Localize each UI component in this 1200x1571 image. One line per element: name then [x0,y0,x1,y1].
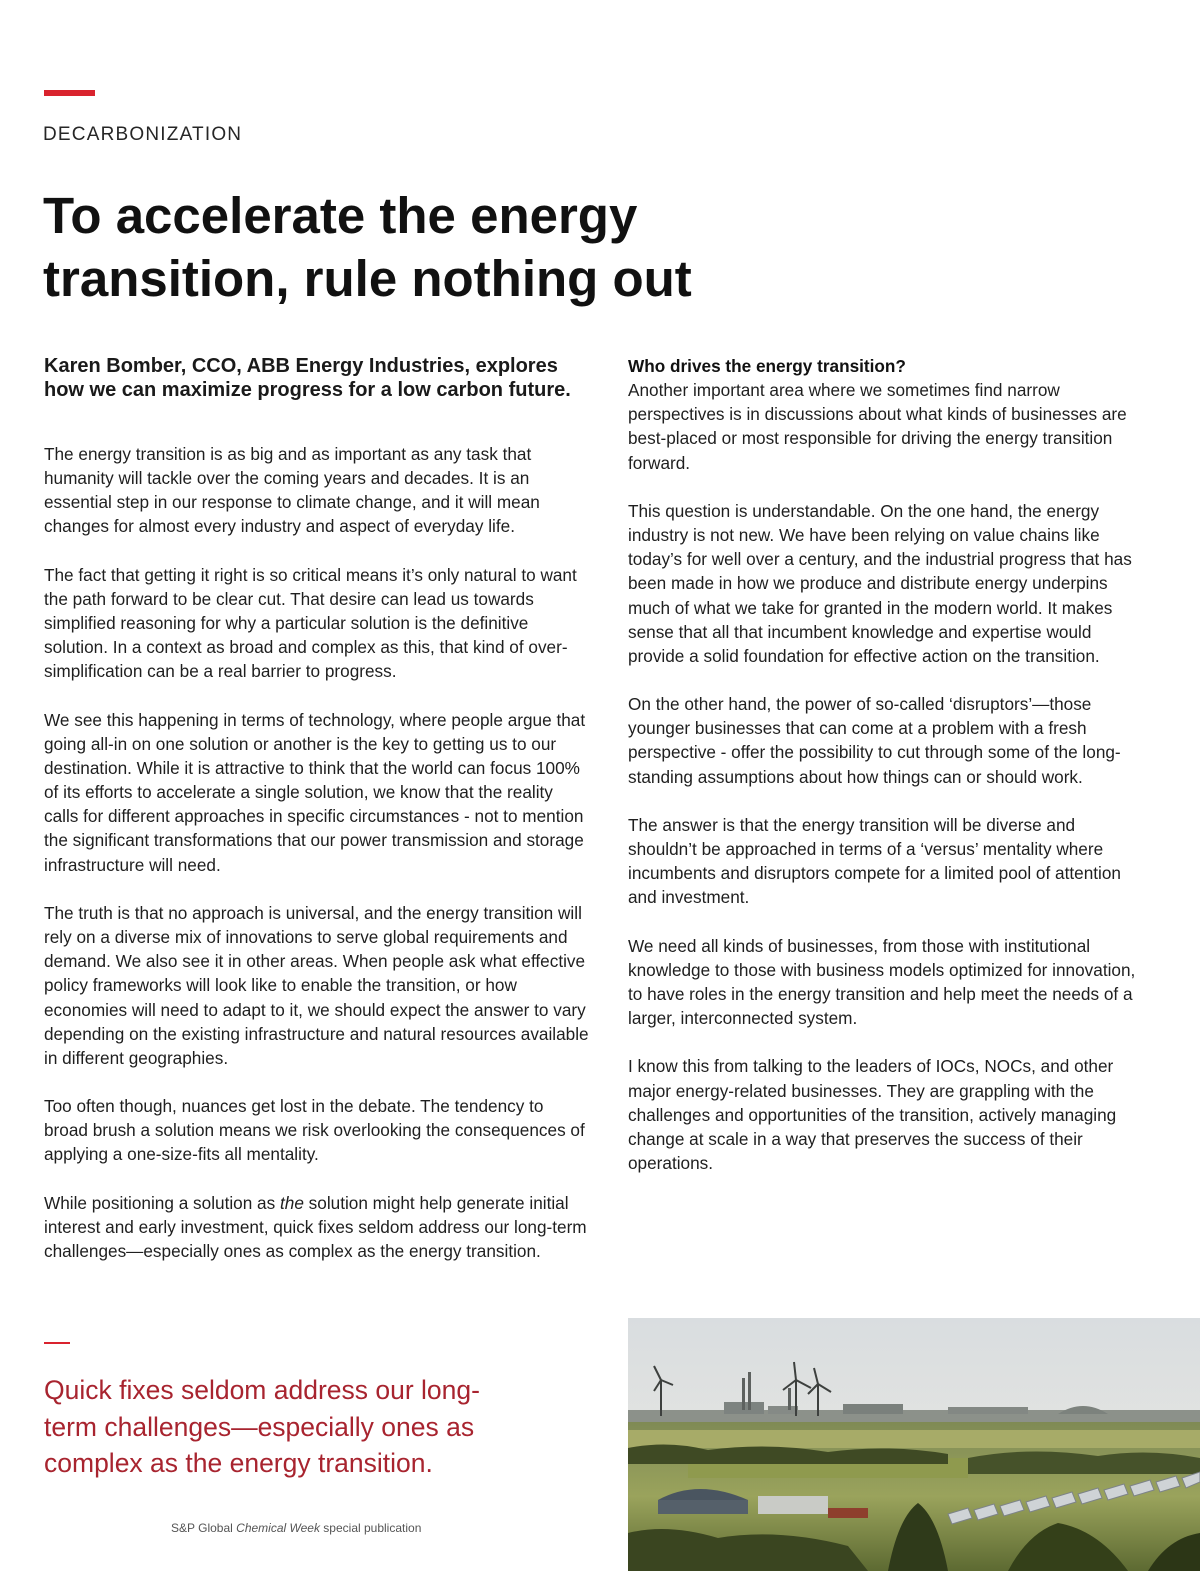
footer-publication: Chemical Week [236,1521,320,1535]
footer-text: special publication [319,1521,422,1535]
body-paragraph: We need all kinds of businesses, from those with institutional knowledge to those with business models optimized for innovation, to have roles in the energy transition and help meet the needs of a larger, interconnected system. [628,935,1136,1029]
paragraph-text: solution might help generate initial interest and early investment, quick fixes seldom address our long-term challenges—especially ones as complex as the energy transition. [44,1192,587,1262]
body-paragraph: The answer is that the energy transition will be diverse and shouldn’t be approached in terms of a ‘versus’ mentality where incumbents and disruptors compete for a limited pool of attention and investment. [628,814,1121,908]
pull-quote-rule [44,1342,70,1344]
body-paragraph: We see this happening in terms of technology, where people argue that going all-in on one solution or another is the key to getting us to our destination. While it is attractive to think that the world can focus 100% of its efforts to accelerate a single solution, we know that the reality calls for different approaches in specific circumstances - not to mention the significant transformations that our power transmission and storage infrastructure will need. [44,709,586,875]
right-column [628,354,1138,1199]
footer-text: S&P Global [171,1521,237,1535]
section-accent-bar [44,90,95,96]
paragraph-text: While positioning a solution as [44,1192,280,1213]
pull-quote: Quick fixes seldom address our long-term challenges—especially ones as complex as the energy transition. [44,1375,480,1478]
body-paragraph: The truth is that no approach is universal, and the energy transition will rely on a diverse mix of innovations to serve global requirements and demand. We also see it in other areas. When people ask what effective policy frameworks will look like to enable the transition, or how economies will need to adapt to it, we should expect the answer to vary depending on the existing infrastructure and natural resources available in different geographies. [44,902,589,1068]
subsection [628,354,1138,475]
body-paragraph: The fact that getting it right is so critical means it’s only natural to want the path forward to be clear cut. That desire can lead us towards simplified reasoning for why a particular solution is the definitive solution. In a context as broad and complex as this, that kind of over-simplification can be a real barrier to progress. [44,564,577,682]
body-paragraph: This question is understandable. On the one hand, the energy industry is not new. We have been relying on value chains like today’s for well over a century, and the industrial progress that has been made in how we produce and distribute energy underpins much of what we take for granted in the modern world. It makes sense that all that incumbent knowledge and expertise would provide a solid foundation for effective action on the transition. [628,500,1132,666]
body-paragraph: On the other hand, the power of so-called ‘disruptors’—those younger businesses that can come at a problem with a fresh perspective - offer the possibility to cut through some of the long-standing assumptions about how things can or should work. [628,694,1121,787]
body-paragraph: Another important area where we sometimes find narrow perspectives is in discussions about what kinds of businesses are best-placed or most responsible for driving the energy transition forward. [628,380,1127,473]
body-paragraph-last [44,1191,589,1263]
subsection-heading: Who drives the energy transition? [628,356,906,376]
body-paragraph: Too often though, nuances get lost in the debate. The tendency to broad brush a solution means we risk overlooking the consequences of applying a one-size-fits all mentality. [44,1096,585,1165]
emphasis-text: the [279,1192,304,1213]
body-paragraph: The energy transition is as big and as important as any task that humanity will tackle over the coming years and decades. It is an essential step in our response to climate change, and it will mean changes for almost every industry and aspect of everyday life. [44,444,540,537]
left-column [44,354,589,1287]
section-label: DECARBONIZATION [43,124,243,145]
footer-credit [171,1521,421,1535]
landscape-photo [628,1318,1200,1571]
article-headline: To accelerate the energy transition, rule nothing out [43,187,692,307]
wind-turbine-landscape-image [628,1318,1200,1571]
body-paragraph: I know this from talking to the leaders of IOCs, NOCs, and other major energy-related businesses. They are grappling with the challenges and opportunities of the transition, actively managing change at scale in a way that preserves the success of their operations. [628,1056,1117,1174]
article-intro: Karen Bomber, CCO, ABB Energy Industries, explores how we can maximize progress for a low carbon future. [44,355,571,401]
